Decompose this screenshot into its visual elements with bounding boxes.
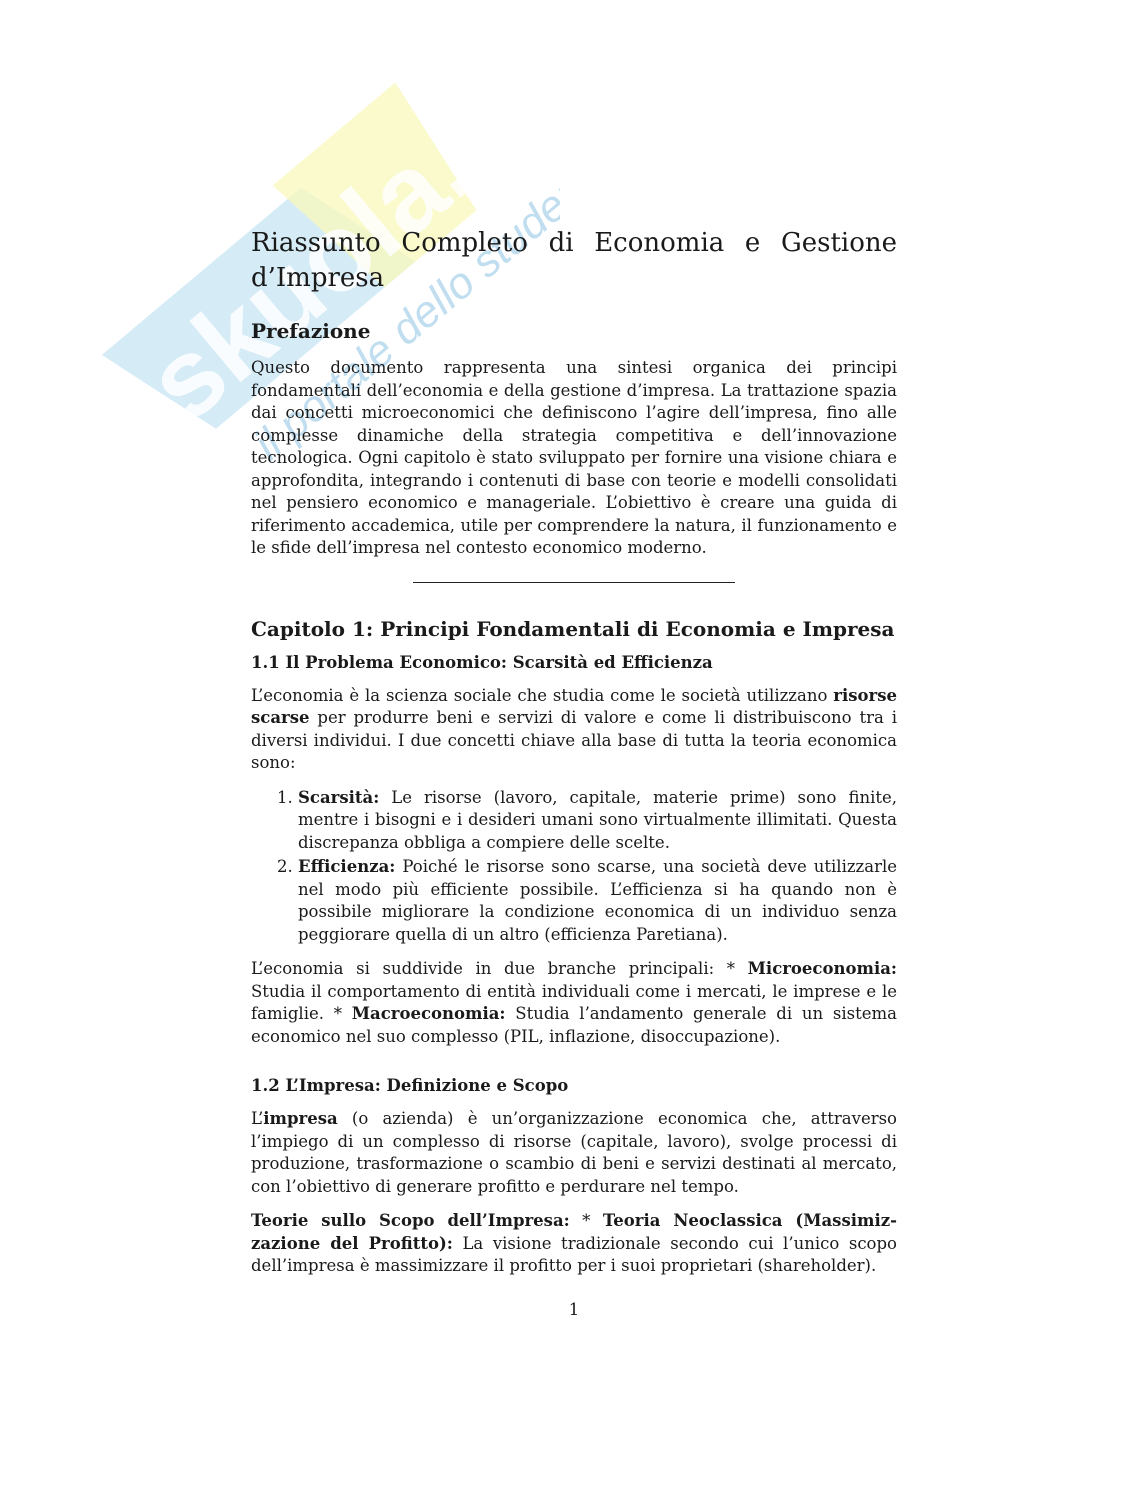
theories-bullet: * <box>569 1211 603 1230</box>
list-item-text: Le risorse (lavoro, capitale, materie prime) sono finite, mentre i bisogni e i desideri umani sono virtualmente illimitati. Questa discrepanza obbliga a compiere delle scelte. <box>298 787 897 852</box>
theories-heading: Teorie sullo Scopo dell’Impresa: <box>251 1211 570 1230</box>
chapter-1-heading: Capitolo 1: Principi Fondamentali di Economia e Impresa <box>251 616 895 641</box>
branches-paragraph <box>251 958 897 1048</box>
macro-term: Macroeconomia: <box>351 1004 506 1023</box>
list-item-efficienza <box>298 856 897 946</box>
svg-text:il portale dello studente: il portale dello studente <box>244 141 560 470</box>
list-item-text: Poiché le risorse sono scarse, una società deve utilizzarle nel modo più efficiente possibile. L’efficienza si ha quando non è possibile migliorare la condizione economica di un individuo senza peggiorare quella di un altro (efficienza Paretiana). <box>298 857 897 944</box>
section-1-2-heading: 1.2 L’Impresa: Definizione e Scopo <box>251 1076 569 1095</box>
def-text: L’ <box>251 1109 264 1128</box>
title-line-1: Riassunto Completo di Economia e Gestione <box>251 228 897 258</box>
def-text-cont: (o azienda) è un’organizzazione economica che, attraverso l’impiego di un complesso di risorse (capitale, lavoro), svolge processi di produzione, trasformazione o scambio di beni e servizi destinati al mercato, con l’obiettivo di generare profitto e perdurare nel tempo. <box>251 1109 897 1196</box>
document-body <box>251 226 897 1290</box>
intro-text: L’economia è la scienza sociale che studia come le società utilizzano <box>251 685 834 705</box>
list-item-scarsita <box>298 787 897 855</box>
section-1-1-heading: 1.1 Il Problema Economico: Scarsità ed Efficienza <box>251 652 713 672</box>
preface-paragraph: Questo documento rappresenta una sintesi organica dei principi fondamentali dell’economia e della gestione d’impresa. La trattazione spazia dai concetti microeconomici che definiscono l’agire dell’impresa, fino alle complesse dinamiche della strategia competitiva e dell’innovazione tecnologica. Ogni capitolo è stato sviluppato per fornire una visione chiara e approfondita, integrando i contenuti di base con teorie e modelli consolidati nel pensiero economico e manageriale. L’obiettivo è creare una guida di riferimento accademica, utile per comprendere la natura, il funzionamento e le sfide dell’impresa nel contesto economico moderno. <box>251 358 897 557</box>
intro-bold-term: risorse scarse <box>251 685 897 727</box>
page-number: 1 <box>568 1300 580 1319</box>
document-title <box>251 226 897 296</box>
neoclassical-theory-term: Teoria Neoclassica (Massimizzazione del Profitto): <box>251 1211 897 1253</box>
title-line-2: d’Impresa <box>251 263 385 293</box>
impresa-definition <box>251 1108 897 1198</box>
svg-text:skuola.net: skuola.net <box>124 40 560 445</box>
def-bold-term: impresa <box>263 1109 338 1128</box>
key-concepts-list <box>251 787 897 947</box>
branches-text: L’economia si suddivide in due branche principali: * <box>251 959 748 978</box>
intro-text-cont: per produrre beni e servizi di valore e come li distribuiscono tra i diversi individui. I due concetti chiave alla base di tutta la teoria economica sono: <box>251 708 897 772</box>
preface-heading: Prefazione <box>251 319 371 343</box>
micro-term: Microeconomia: <box>747 959 897 978</box>
micro-text: Studia il comportamento di entità individuali come i mercati, le imprese e le famiglie. * <box>251 981 897 1023</box>
neoclassical-theory-text: La visione tradizionale secondo cui l’unico scopo dell’impresa è massimizzare il profitto per i suoi proprietari (shareholder). <box>251 1233 897 1275</box>
macro-text: Studia l’andamento generale di un sistema economico nel suo complesso (PIL, inflazione, disoccupazione). <box>251 1004 897 1046</box>
section-1-1-intro <box>251 685 897 775</box>
list-item-term: Scarsità: <box>298 787 380 807</box>
section-divider <box>413 582 735 583</box>
theories-paragraph <box>251 1210 897 1278</box>
list-item-term: Efficienza: <box>298 857 396 876</box>
